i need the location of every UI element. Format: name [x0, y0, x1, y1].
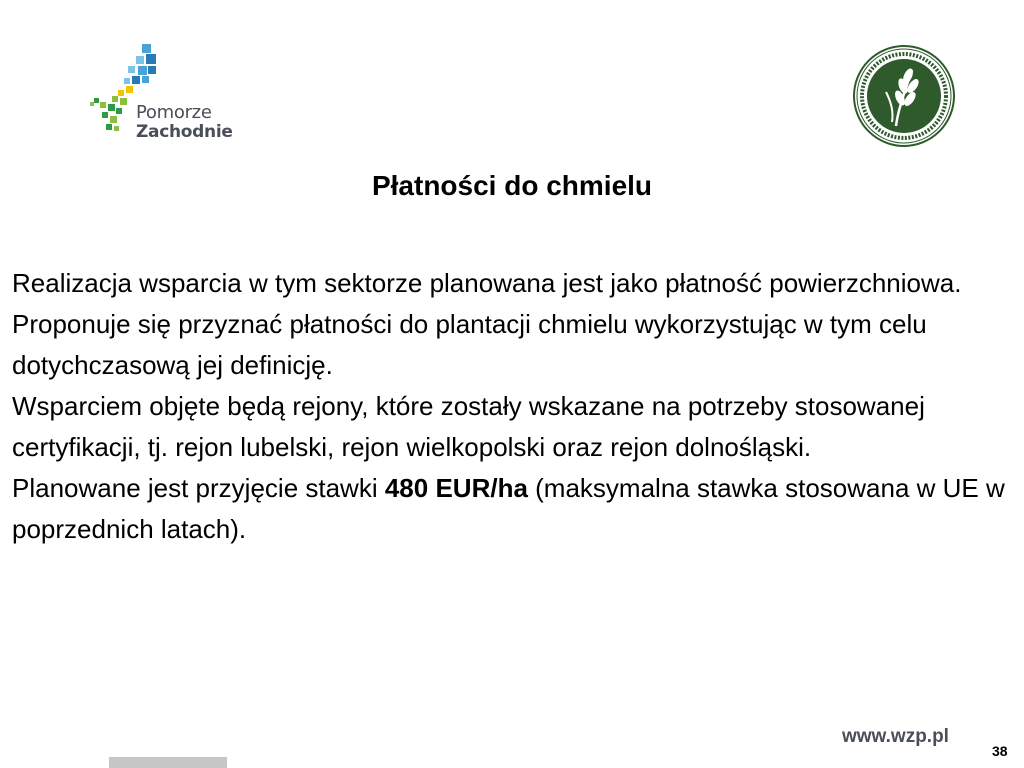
logo-line-1: Pomorze — [136, 102, 212, 123]
footer-bar — [109, 757, 227, 768]
rate-value: 480 EUR/ha — [384, 473, 528, 503]
pomorze-zachodnie-logo — [86, 40, 246, 150]
page-number: 38 — [992, 743, 1008, 759]
paragraph-3-end: (maksymalna stawka stosowana w UE w poprzednich latach). — [12, 473, 1005, 544]
paragraph-2: Wsparciem objęte będą rejony, które zostały wskazane na potrzeby stosowanej certyfikacji, tj. rejon lubelski, rejon wielkopolski oraz rejon dolnośląski. — [12, 391, 925, 462]
slide-body — [12, 263, 1017, 550]
paragraph-3 — [12, 468, 1017, 550]
logo-line-2: Zachodnie — [136, 122, 233, 142]
logo-wordmark — [136, 104, 233, 141]
paragraph-3-start: Planowane jest przyjęcie stawki — [12, 473, 385, 503]
paragraph-1: Realizacja wsparcia w tym sektorze planowana jest jako płatność powierzchniowa. Proponuje się przyznać płatności do plantacji chmielu wykorzystując w tym celu dotychczasową jej definicję. — [12, 268, 962, 380]
footer-url: www.wzp.pl — [842, 726, 949, 747]
ministry-seal-logo — [852, 44, 956, 148]
wheat-seal-icon — [852, 44, 956, 148]
slide-title: Płatności do chmielu — [371, 170, 653, 201]
